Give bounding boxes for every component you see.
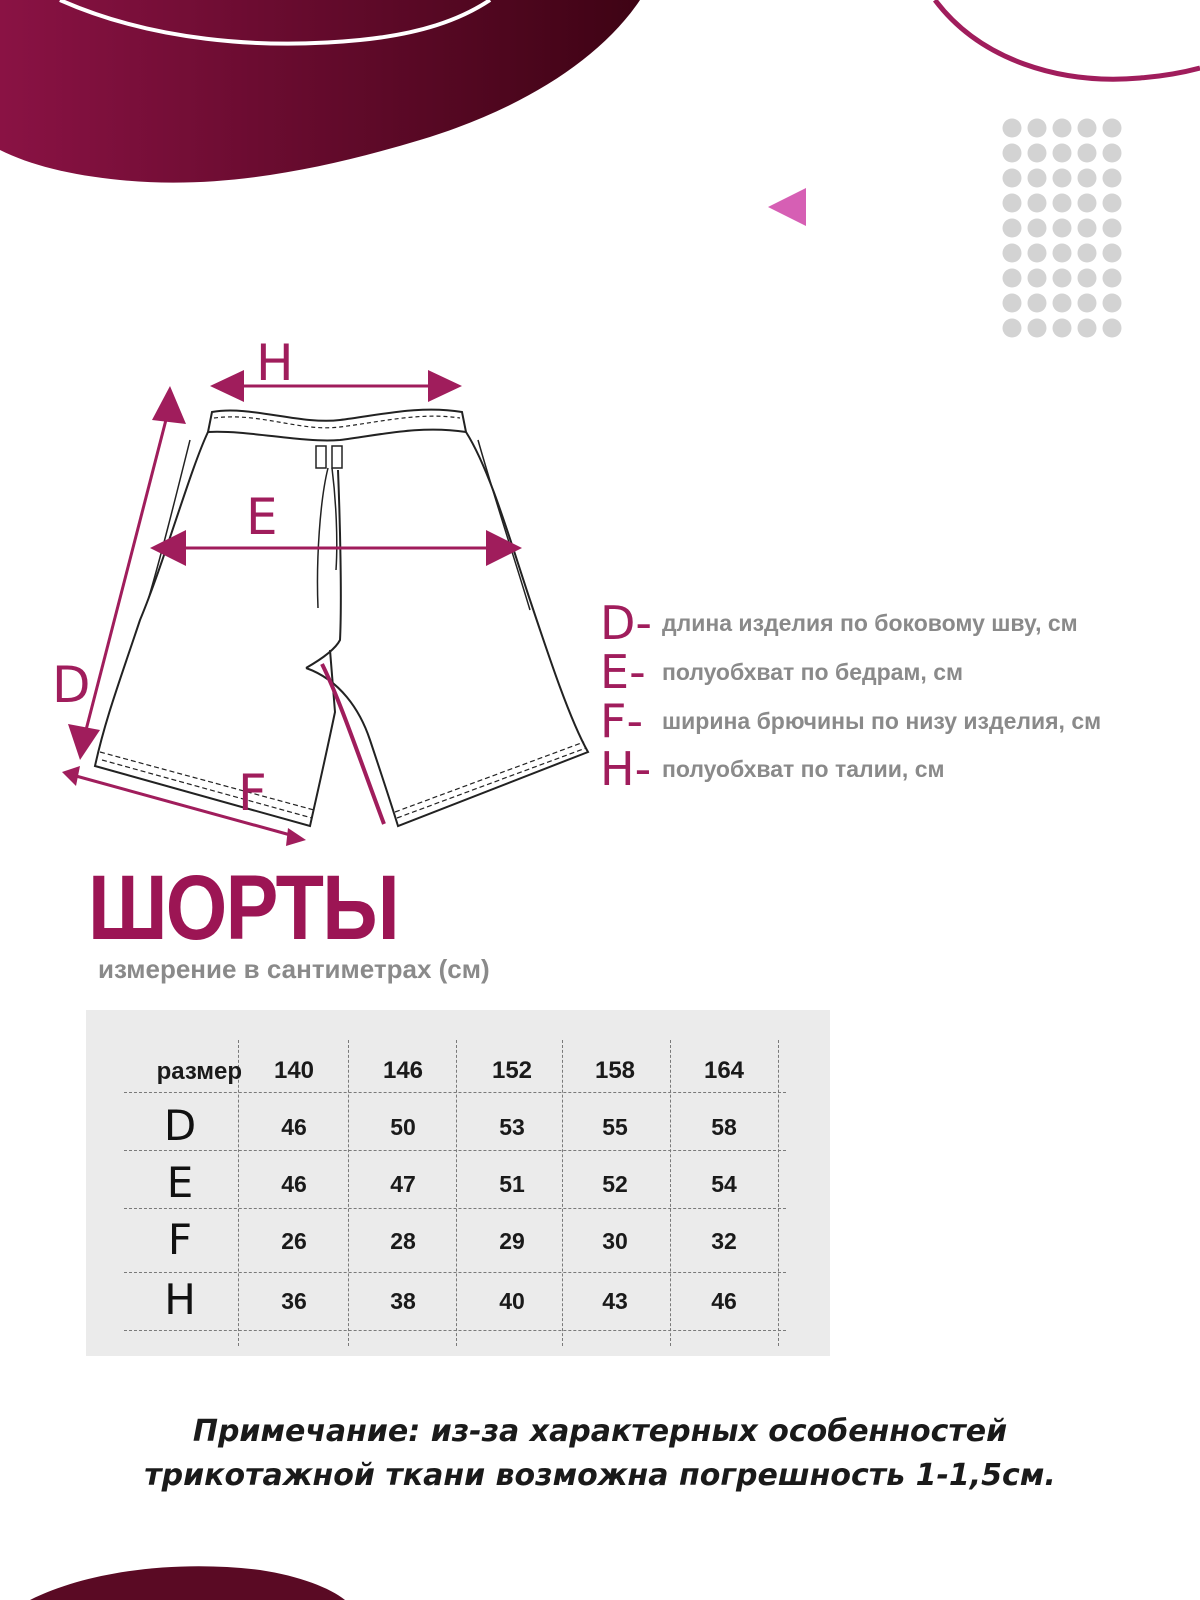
legend-item-f [600, 694, 1102, 748]
decor-dot [1103, 119, 1122, 138]
decor-dot [1078, 119, 1097, 138]
decor-dot [1028, 319, 1047, 338]
decor-dot [1028, 144, 1047, 163]
table-cell: 53 [499, 1114, 525, 1140]
table-cell: 52 [602, 1171, 628, 1197]
decor-dot [1003, 219, 1022, 238]
decor-dot [1078, 294, 1097, 313]
table-header-size: 146 [382, 1057, 424, 1084]
bottom-arc [30, 1566, 345, 1600]
legend-letter: H- [600, 742, 652, 796]
decor-dot [1053, 194, 1072, 213]
decor-dot [1003, 294, 1022, 313]
decor-dot [1003, 319, 1022, 338]
decor-dot [1078, 169, 1097, 188]
decor-dot [1103, 169, 1122, 188]
decor-dot [1053, 319, 1072, 338]
table-cell: 29 [499, 1228, 525, 1254]
table-column-divider [456, 1040, 457, 1346]
diagram-label-h: H [256, 334, 294, 392]
note-line-1: Примечание: из-за характерных особенностей [192, 1414, 1008, 1449]
table-header-size-label: размер [156, 1058, 242, 1085]
decor-dot [1103, 144, 1122, 163]
decor-dot [1028, 169, 1047, 188]
decor-dot [1053, 294, 1072, 313]
table-row-label: E [166, 1158, 194, 1207]
table-cell: 58 [711, 1114, 737, 1140]
decor-dot [1103, 244, 1122, 263]
decor-dot [1003, 169, 1022, 188]
page-title: ШОРТЫ [88, 857, 398, 959]
table-row-divider [124, 1272, 786, 1273]
decor-dot [1053, 169, 1072, 188]
decor-dot [1028, 194, 1047, 213]
table-column-divider [562, 1040, 563, 1346]
legend-text: полуобхват по талии, см [662, 755, 945, 782]
decor-dot [1053, 144, 1072, 163]
table-cell: 46 [281, 1114, 307, 1140]
legend-text: длина изделия по боковому шву, см [662, 609, 1078, 636]
decor-dot [1053, 244, 1072, 263]
table-cell: 47 [390, 1171, 416, 1197]
top-wave-shape [0, 0, 640, 183]
table-cell: 55 [602, 1114, 628, 1140]
legend-letter: E- [600, 645, 646, 699]
table-cell: 36 [281, 1288, 307, 1314]
table-row-label: D [163, 1101, 197, 1150]
diagram-label-f: F [238, 764, 267, 822]
decor-dot [1078, 144, 1097, 163]
decor-dot [1003, 244, 1022, 263]
table-column-divider [778, 1040, 779, 1346]
legend-text: ширина брючины по низу изделия, см [662, 707, 1102, 734]
table-cell: 54 [711, 1171, 737, 1197]
decor-dot [1003, 269, 1022, 288]
shorts-drawing [95, 410, 588, 826]
table-row-label: H [164, 1275, 196, 1324]
decor-dot [1078, 319, 1097, 338]
decor-dot [1103, 319, 1122, 338]
note-line-2: трикотажной ткани возможна погрешность 1-1,5см. [144, 1458, 1056, 1493]
table-header-size: 152 [491, 1057, 533, 1084]
decor-dot [1078, 194, 1097, 213]
diagram-label-d: D [52, 656, 91, 714]
decor-dot [1028, 269, 1047, 288]
decor-dot [1103, 294, 1122, 313]
decor-dot [1003, 144, 1022, 163]
decor-dot [1078, 219, 1097, 238]
table-cell: 26 [281, 1228, 307, 1254]
table-row-divider [124, 1330, 786, 1331]
dot-grid [1003, 119, 1122, 338]
triangle-icon [768, 188, 806, 226]
table-cell: 50 [390, 1114, 416, 1140]
table-column-divider [670, 1040, 671, 1346]
decor-dot [1003, 194, 1022, 213]
table-cell: 40 [499, 1288, 525, 1314]
table-column-divider [348, 1040, 349, 1346]
decor-dot [1078, 269, 1097, 288]
table-header-size: 158 [594, 1057, 636, 1084]
legend-text: полуобхват по бедрам, см [662, 658, 964, 685]
legend-letter: F- [600, 694, 644, 748]
legend-item-h [600, 742, 945, 796]
table-cell: 43 [602, 1288, 628, 1314]
table-row-divider [124, 1208, 786, 1209]
decor-dot [1028, 119, 1047, 138]
decor-dot [1053, 269, 1072, 288]
decor-dot [1028, 294, 1047, 313]
decor-dot [1078, 244, 1097, 263]
top-right-arc [935, 0, 1200, 79]
decor-dot [1028, 219, 1047, 238]
legend-item-e [600, 645, 964, 699]
decor-dot [1103, 269, 1122, 288]
table-cell: 28 [390, 1228, 416, 1254]
table-cell: 51 [499, 1171, 525, 1197]
table-row-divider [124, 1150, 786, 1151]
table-cell: 38 [390, 1288, 416, 1314]
page-subtitle: измерение в сантиметрах (см) [98, 954, 490, 984]
note [0, 1410, 1200, 1498]
diagram-label-e: E [246, 488, 278, 546]
table-header-size: 164 [703, 1057, 745, 1084]
shorts-stripe [322, 664, 384, 824]
measurement-arrows [62, 370, 522, 846]
table-cell: 32 [711, 1228, 737, 1254]
table-header-size: 140 [273, 1057, 315, 1084]
decor-dot [1003, 119, 1022, 138]
decor-dot [1103, 219, 1122, 238]
decor-dot [1028, 244, 1047, 263]
legend-item-d [600, 596, 1078, 650]
decor-dot [1053, 219, 1072, 238]
table-cell: 30 [602, 1228, 628, 1254]
table-row-divider [124, 1092, 786, 1093]
table-row-label: F [167, 1215, 193, 1264]
table-cell: 46 [711, 1288, 737, 1314]
decor-dot [1103, 194, 1122, 213]
decor-dot [1053, 119, 1072, 138]
table-cell: 46 [281, 1171, 307, 1197]
legend-letter: D- [600, 596, 653, 650]
